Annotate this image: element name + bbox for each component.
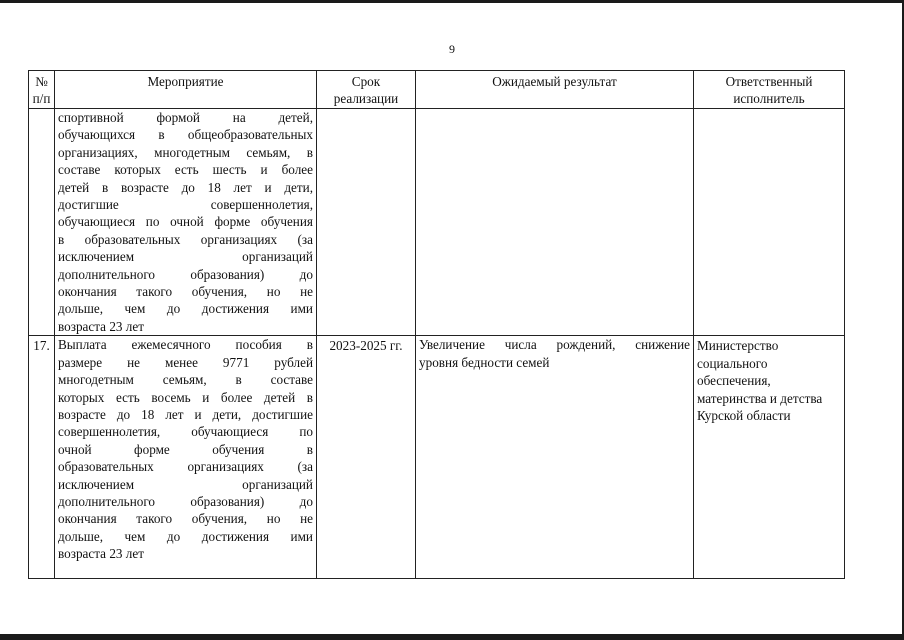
cell-term: 2023-2025 гг. [317, 336, 416, 579]
text-line: возрасте до 18 лет и дети, достигшие [58, 406, 313, 422]
cell-executor [694, 109, 845, 336]
measures-table [28, 70, 845, 579]
text-line: обучающихся в общеобразовательных [58, 127, 313, 143]
cell-term [317, 109, 416, 336]
text-line: дополнительного образования) до [58, 493, 313, 509]
cell-result [416, 336, 694, 579]
result-text [419, 336, 690, 371]
text-line: возраста 23 лет [58, 318, 144, 334]
text-line: очной форме обучения в [58, 441, 313, 457]
cell-event [55, 336, 317, 579]
cell-executor [694, 336, 845, 579]
text-line: социального [697, 355, 768, 371]
cell-event [55, 109, 317, 336]
text-line: Увеличение числа рождений, снижение [419, 337, 690, 353]
page-number: 9 [449, 42, 455, 56]
event-text [58, 336, 313, 562]
text-line: Министерство [697, 338, 779, 354]
table-row-continuation [29, 109, 845, 336]
header-term: Срок реализации [317, 71, 416, 109]
cell-result [416, 109, 694, 336]
text-line: составе которых есть шесть и более [58, 162, 313, 178]
header-result: Ожидаемый результат [416, 71, 694, 109]
text-line: окончания такого обучения, но не [58, 284, 313, 300]
text-line: Курской области [697, 407, 791, 423]
text-line: материнства и детства [697, 390, 823, 406]
text-line: которых есть восемь и более детей в [58, 389, 313, 405]
text-line: окончания такого обучения, но не [58, 511, 313, 527]
cell-num [29, 109, 55, 336]
text-line: многодетным семьям, в составе [58, 372, 313, 388]
executor-text [697, 337, 841, 424]
text-line: достигшие совершеннолетия, [58, 197, 313, 213]
table-header-row [29, 71, 845, 109]
text-line: возраста 23 лет [58, 546, 144, 562]
header-executor: Ответственный исполнитель [694, 71, 845, 109]
header-num: № п/п [29, 71, 55, 109]
text-line: размере не менее 9771 рублей [58, 354, 313, 370]
text-line: исключением организаций [58, 249, 313, 265]
text-line: дольше, чем до достижения ими [58, 528, 313, 544]
text-line: дольше, чем до достижения ими [58, 301, 313, 317]
text-line: обеспечения, [697, 373, 771, 389]
cell-num: 17. [29, 336, 55, 579]
scan-border-bottom [0, 634, 904, 640]
text-line: уровня бедности семей [419, 354, 550, 370]
text-line: совершеннолетия, обучающиеся по [58, 424, 313, 440]
event-text [58, 109, 313, 335]
text-line: дополнительного образования) до [58, 266, 313, 282]
text-line: спортивной формой на детей, [58, 110, 313, 125]
text-line: обучающиеся по очной форме обучения [58, 214, 313, 230]
scan-border-top [0, 0, 904, 3]
text-line: исключением организаций [58, 476, 313, 492]
text-line: образовательных организациях (за [58, 459, 313, 475]
text-line: организациях, многодетным семьям, в [58, 144, 313, 160]
text-line: детей в возрасте до 18 лет и дети, [58, 179, 313, 195]
text-line: в образовательных организациях (за [58, 231, 313, 247]
table-row-17 [29, 336, 845, 579]
header-event: Мероприятие [55, 71, 317, 109]
text-line: Выплата ежемесячного пособия в [58, 337, 313, 353]
